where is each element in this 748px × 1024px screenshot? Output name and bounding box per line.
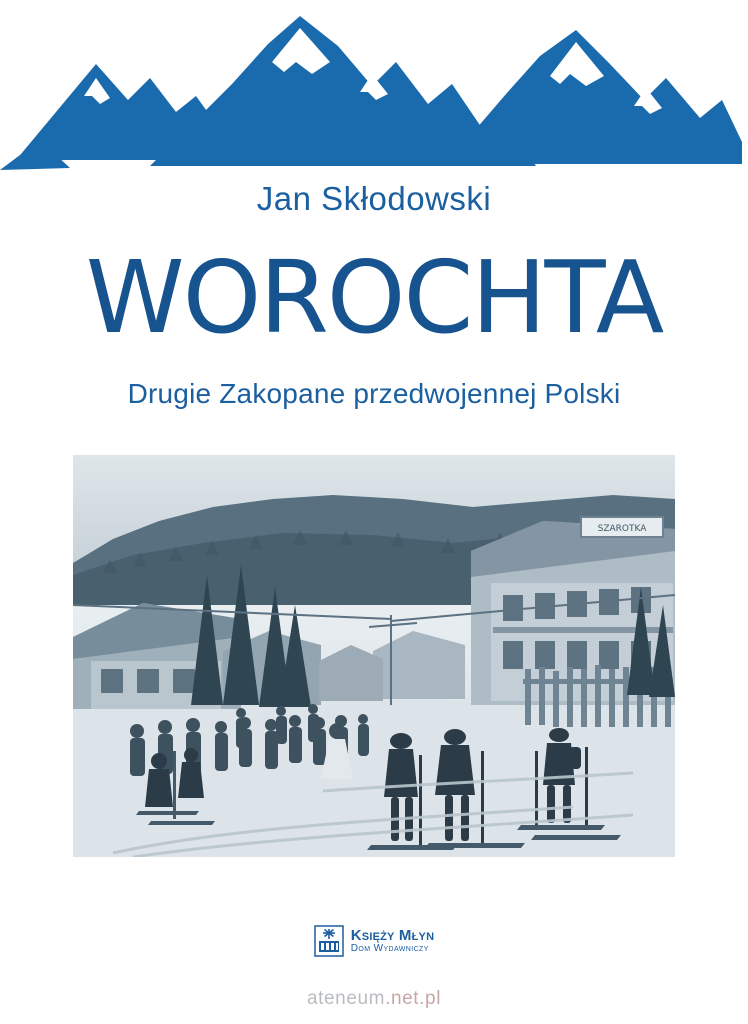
- book-title: WOROCHTA: [85, 239, 663, 356]
- publisher-name: Księży Młyn: [350, 926, 435, 944]
- mountain-range-graphic: [0, 0, 748, 180]
- author-name: Jan Skłodowski: [256, 180, 492, 217]
- book-subtitle: Drugie Zakopane przedwojennej Polski: [127, 378, 621, 409]
- watermark: [0, 988, 748, 1010]
- watermark-main: ateneum: [306, 988, 386, 1009]
- publisher-text: [351, 928, 434, 954]
- publisher-subtitle: Dom Wydawniczy: [350, 942, 429, 954]
- publisher-mark-icon: [314, 925, 344, 957]
- svg-text:SZAROTKA: SZAROTKA: [597, 524, 647, 534]
- cover-photograph: [73, 455, 675, 857]
- watermark-accent: .net.pl: [385, 988, 442, 1009]
- publisher-logo: [0, 925, 748, 957]
